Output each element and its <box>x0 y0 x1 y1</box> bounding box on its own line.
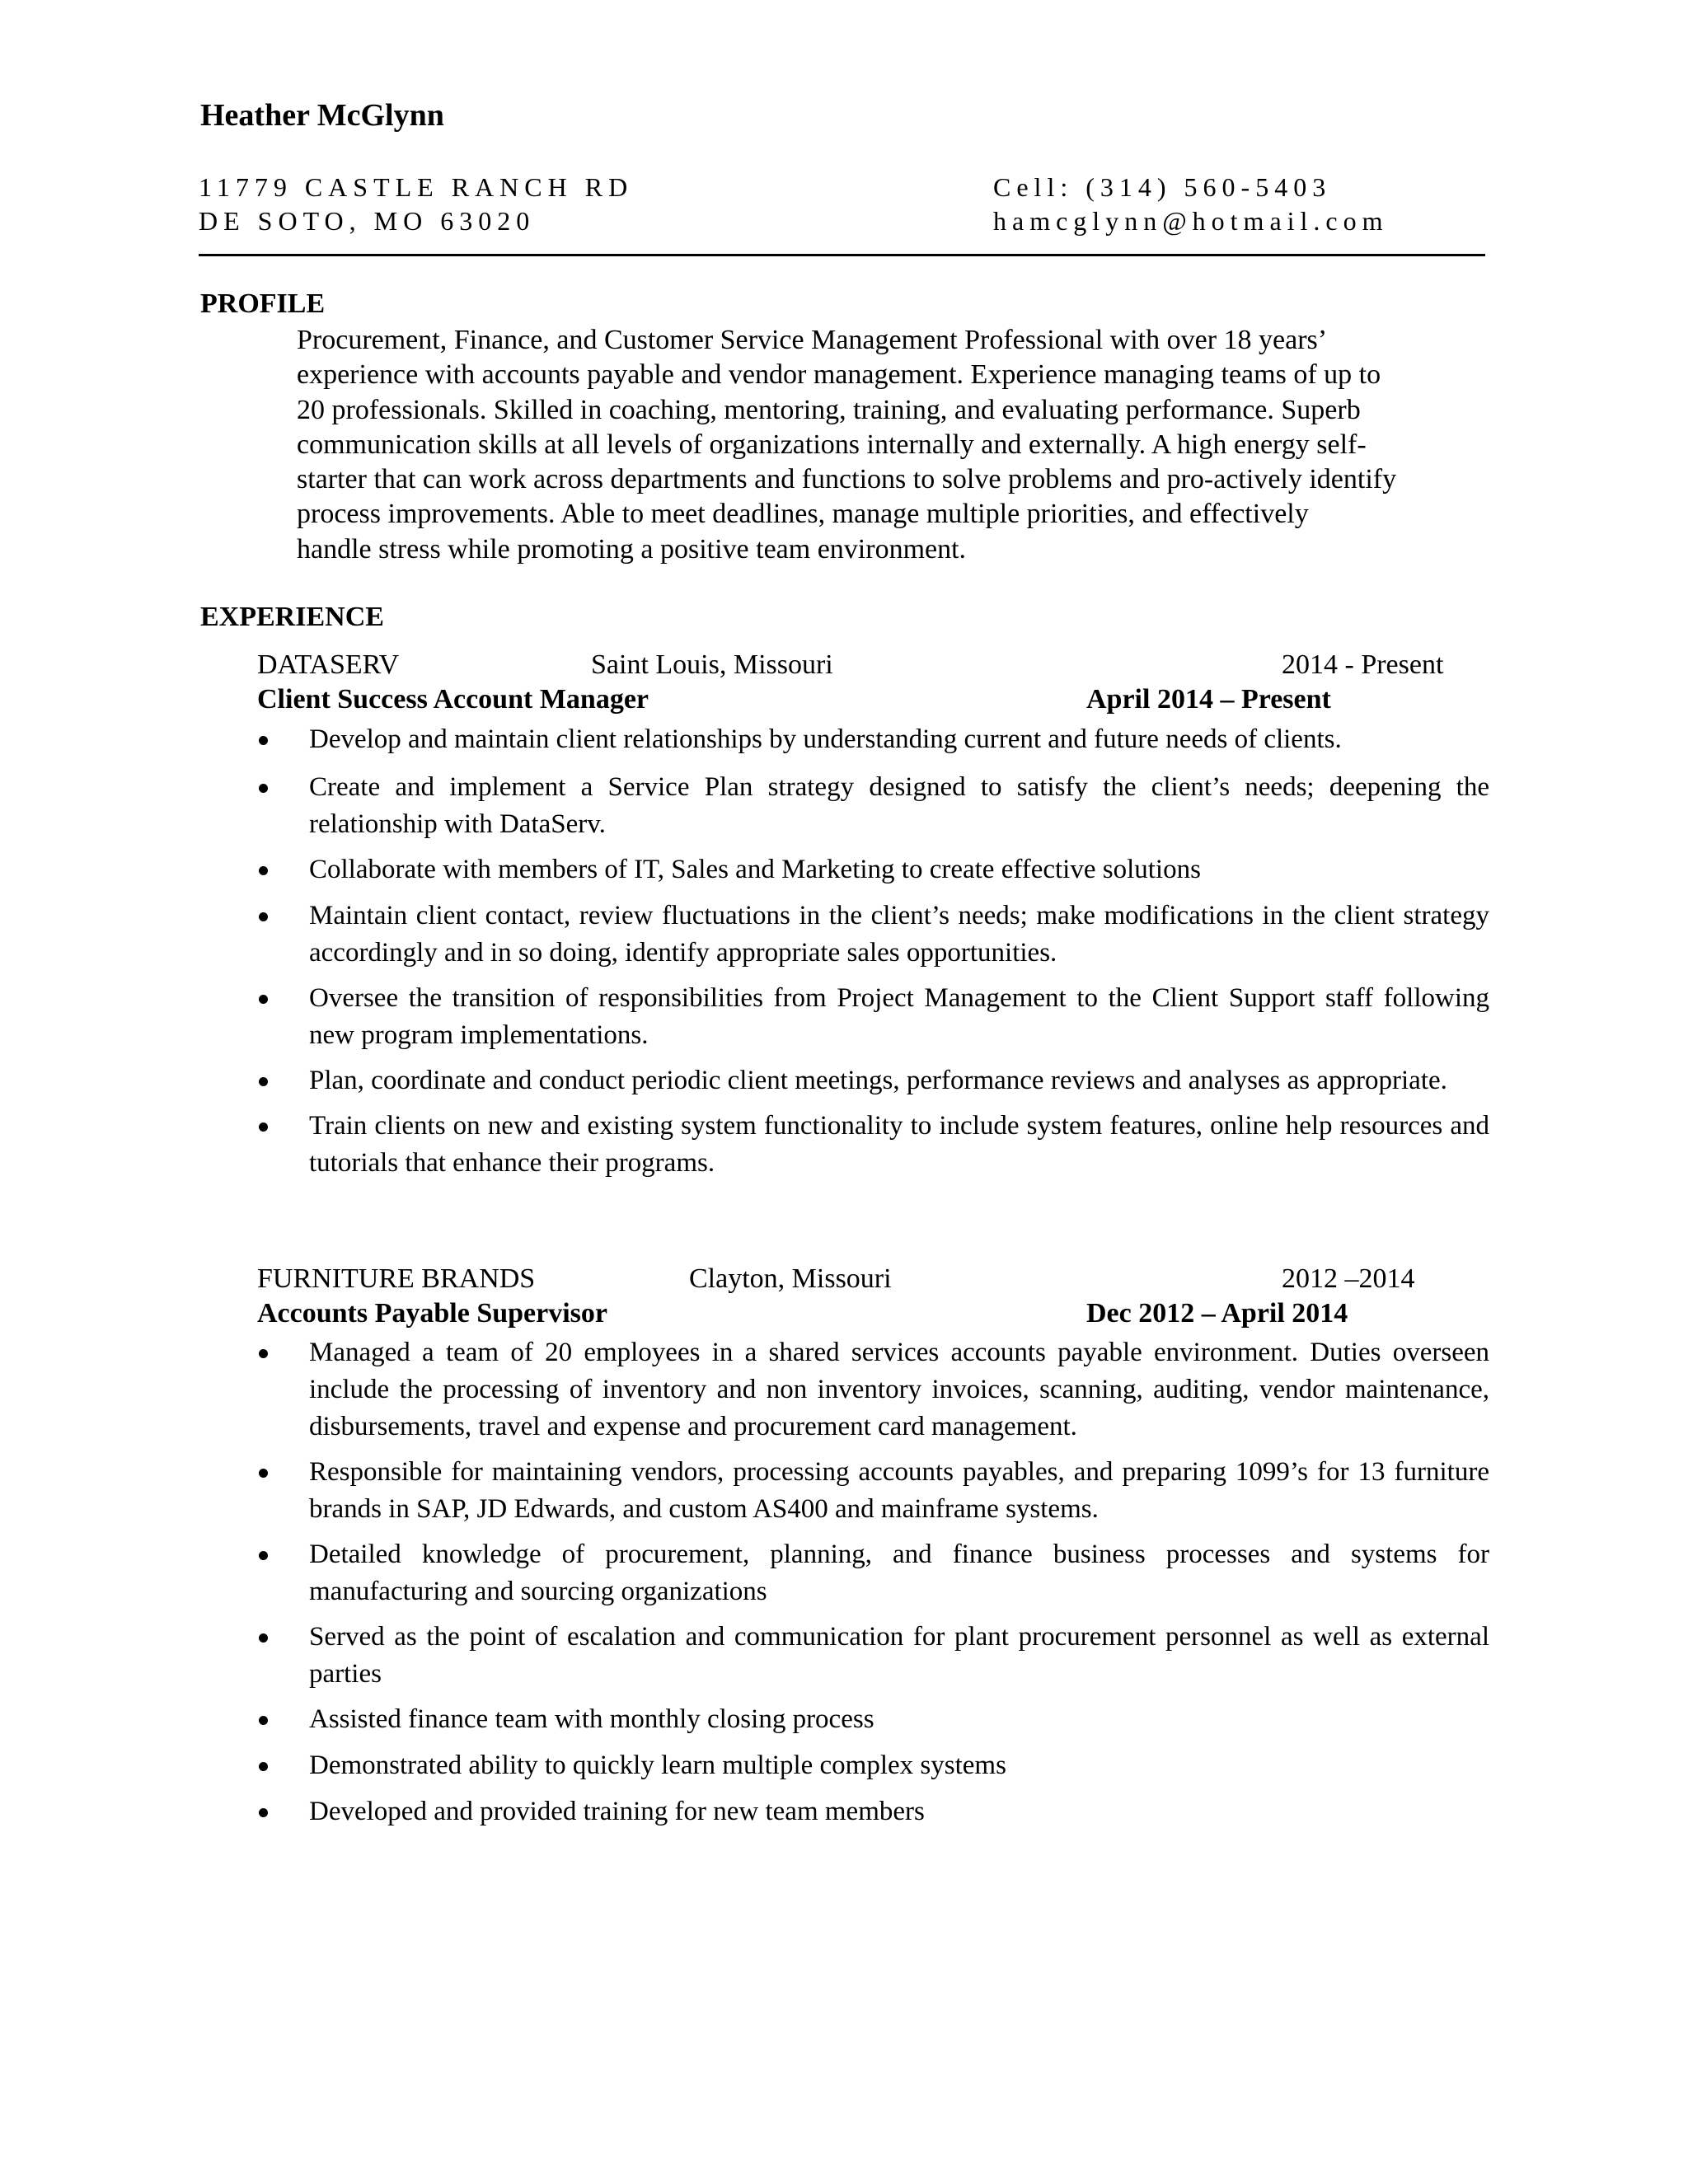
email-address: hamcglynn@hotmail.com <box>993 206 1389 236</box>
profile-line: process improvements. Able to meet deadlines, manage multiple priorities, and effectively <box>297 499 1309 530</box>
job-1-role: Client Success Account Manager <box>257 684 649 715</box>
bullet-icon <box>259 912 268 921</box>
profile-line: experience with accounts payable and vendor management. Experience managing teams of up to <box>297 359 1381 391</box>
list-item: Oversee the transition of responsibilities from Project Management to the Client Support staff following new program implementations. <box>257 980 1489 1054</box>
phone-number: Cell: (314) 560-5403 <box>993 172 1332 202</box>
experience-heading: EXPERIENCE <box>200 602 384 632</box>
profile-summary <box>297 323 1500 567</box>
job-1-bullets <box>257 721 1489 1182</box>
job-1-years: 2014 - Present <box>1282 649 1444 680</box>
profile-line: 20 professionals. Skilled in coaching, mentoring, training, and evaluating performance. Superb <box>297 394 1361 425</box>
job-2-location: Clayton, Missouri <box>689 1263 892 1294</box>
bullet-icon <box>259 866 268 875</box>
profile-line: starter that can work across departments and functions to solve problems and pro-actively identify <box>297 464 1397 495</box>
job-2-years: 2012 –2014 <box>1282 1263 1415 1294</box>
bullet-icon <box>259 1762 268 1771</box>
profile-line: communication skills at all levels of organizations internally and externally. A high energy self- <box>297 429 1367 460</box>
bullet-icon <box>259 1716 268 1725</box>
profile-heading: PROFILE <box>200 288 326 319</box>
address-line-1: 11779 CASTLE RANCH RD <box>199 172 634 202</box>
list-item: Managed a team of 20 employees in a shared services accounts payable environment. Duties overseen include the processing of inventory and non inventory invoices, scanning, auditing, vendor maintenance, disbursements, travel and expense and procurement card management. <box>257 1334 1489 1446</box>
bullet-icon <box>259 784 268 793</box>
contact-block <box>993 171 1389 238</box>
candidate-name: Heather McGlynn <box>200 98 444 133</box>
profile-line: Procurement, Finance, and Customer Service Management Professional with over 18 years’ <box>297 325 1328 355</box>
job-1-company: DATASERV <box>257 649 400 680</box>
job-2-role: Accounts Payable Supervisor <box>257 1298 607 1329</box>
job-1-dates: April 2014 – Present <box>1086 684 1331 715</box>
list-item: Plan, coordinate and conduct periodic client meetings, performance reviews and analyses as appropriate. <box>257 1062 1489 1099</box>
list-item: Developed and provided training for new team members <box>257 1793 1489 1830</box>
list-item: Collaborate with members of IT, Sales and Marketing to create effective solutions <box>257 851 1489 888</box>
bullet-icon <box>259 1077 268 1086</box>
list-item: Create and implement a Service Plan strategy designed to satisfy the client’s needs; deepening the relationship with DataServ. <box>257 769 1489 843</box>
list-item: Detailed knowledge of procurement, planning, and finance business processes and systems for manufacturing and sourcing organizations <box>257 1536 1489 1610</box>
bullet-icon <box>259 1469 268 1478</box>
job-1-location: Saint Louis, Missouri <box>591 649 833 680</box>
bullet-icon <box>259 1551 268 1560</box>
list-item: Served as the point of escalation and communication for plant procurement personnel as well as external parties <box>257 1619 1489 1693</box>
address-block <box>199 171 633 238</box>
list-item: Responsible for maintaining vendors, processing accounts payables, and preparing 1099’s for 13 furniture brands in SAP, JD Edwards, and custom AS400 and mainframe systems. <box>257 1454 1489 1528</box>
list-item: Develop and maintain client relationships by understanding current and future needs of clients. <box>257 721 1489 758</box>
job-2-company: FURNITURE BRANDS <box>257 1263 536 1294</box>
list-item: Train clients on new and existing system functionality to include system features, online help resources and tutorials that enhance their programs. <box>257 1108 1489 1182</box>
bullet-icon <box>259 995 268 1004</box>
job-2-bullets <box>257 1334 1489 1830</box>
bullet-icon <box>259 736 268 745</box>
list-item: Maintain client contact, review fluctuations in the client’s needs; make modifications in the client strategy accordingly and in so doing, identify appropriate sales opportunities. <box>257 898 1489 972</box>
address-line-2: DE SOTO, MO 63020 <box>199 206 536 236</box>
bullet-icon <box>259 1122 268 1132</box>
list-item: Demonstrated ability to quickly learn multiple complex systems <box>257 1747 1489 1784</box>
job-2-dates: Dec 2012 – April 2014 <box>1086 1298 1348 1329</box>
bullet-icon <box>259 1633 268 1643</box>
profile-line: handle stress while promoting a positive team environment. <box>297 533 967 565</box>
header-divider <box>199 254 1485 256</box>
list-item: Assisted finance team with monthly closing process <box>257 1701 1489 1738</box>
bullet-icon <box>259 1808 268 1817</box>
bullet-icon <box>259 1349 268 1358</box>
